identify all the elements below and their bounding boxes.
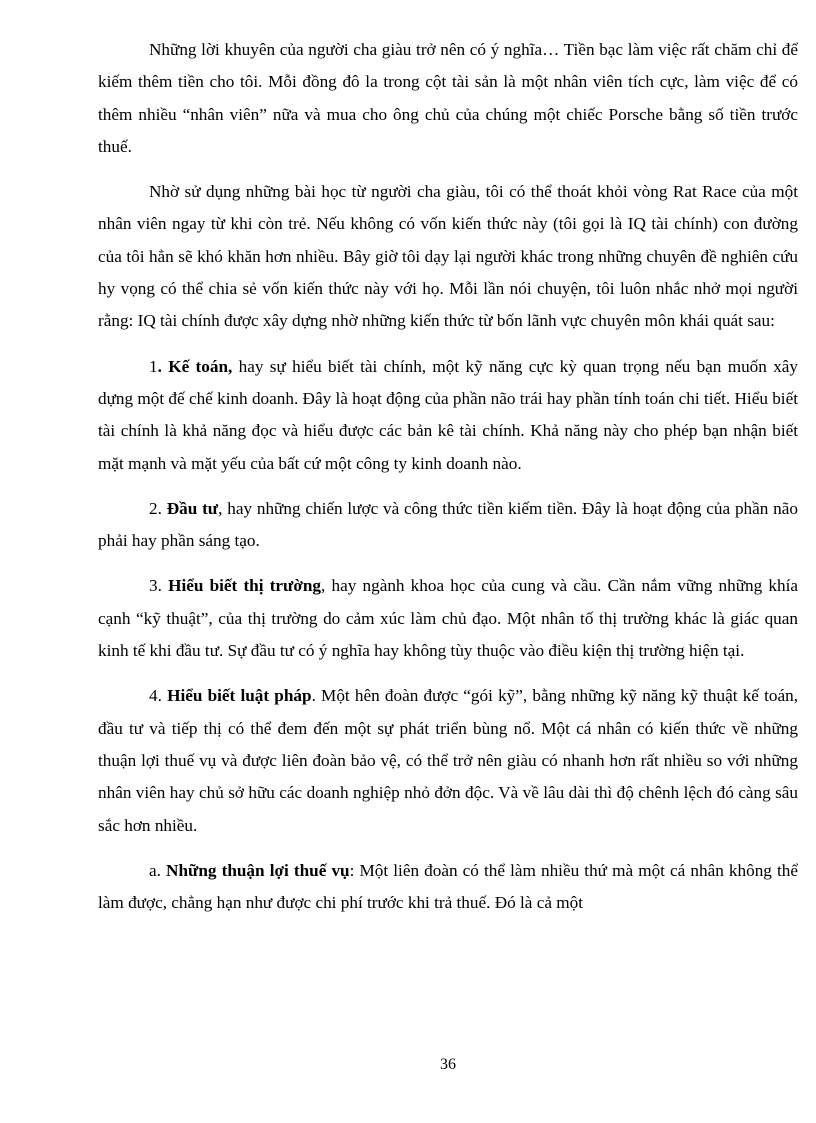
item-text: : Một liên đoàn có thể làm nhiều thứ mà một cá nhân không thể làm được, chẳng hạn như được chi phí trước khi trả thuế. Đó là cả một bbox=[98, 860, 799, 913]
paragraph-markets bbox=[98, 570, 798, 667]
item-number: 3. bbox=[149, 576, 169, 596]
item-number: 2. bbox=[149, 498, 167, 518]
item-text: , hay ngành khoa học của cung và cầu. Cần nắm vững những khía cạnh “kỹ thuật”, của thị trường do cảm xúc làm chủ đạo. Một nhân tố thị trường khác là giác quan kinh tế khi đầu tư. Sự đầu tư có ý nghĩa hay không tùy thuộc vào điều kiện thị trường hiện tại. bbox=[98, 576, 798, 661]
paragraph-accounting bbox=[98, 351, 798, 480]
item-heading: Những thuận lợi thuế vụ bbox=[166, 860, 350, 880]
item-heading: . Kế toán, bbox=[157, 356, 233, 376]
item-text: hay sự hiểu biết tài chính, một kỹ năng cực kỳ quan trọng nếu bạn muốn xây dựng một đế chế kinh doanh. Đây là hoạt động của phần não trái hay phần tính toán chi tiết. Hiểu biết tài chính là khả năng đọc và hiểu được các bản kê tài chính. Khả năng này cho phép bạn nhận biết mặt mạnh và mặt yếu của bất cứ một công ty kinh doanh nào. bbox=[98, 356, 799, 473]
paragraph-tax-advantages bbox=[98, 855, 798, 920]
item-number: 1 bbox=[149, 356, 158, 376]
page-number: 36 bbox=[440, 1056, 456, 1073]
item-heading: Đầu tư bbox=[166, 498, 219, 518]
item-text: , hay những chiến lược và công thức tiền kiếm tiền. Đây là hoạt động của phần não phải hay phần sáng tạo. bbox=[98, 498, 798, 551]
item-heading: Hiểu biết luật pháp bbox=[167, 686, 312, 706]
paragraph-2 bbox=[98, 176, 798, 337]
paragraph-1-text: Những lời khuyên của người cha giàu trở nên có ý nghĩa… Tiền bạc làm việc rất chăm chỉ để kiếm thêm tiền cho tôi. Mỗi đồng đô la trong cột tài sản là một nhân viên tích cực, làm việc để có thêm nhiều “nhân viên” nữa và mua cho ông chủ của chúng một chiếc Porsche bằng số tiền trước thuế. bbox=[98, 40, 798, 156]
paragraph-1 bbox=[98, 34, 798, 163]
item-text: . Một hên đoàn được “gói kỹ”, bằng những kỹ năng kỹ thuật kế toán, đầu tư và tiếp thị có thể đem đến một sự phát triển bùng nổ. Một cá nhân có kiến thức về những thuận lợi thuế vụ và được liên đoàn bảo vệ, có thể trở nên giàu có nhanh hơn rất nhiều so với những nhân viên hay chủ sở hữu các doanh nghiệp nhỏ đởn độc. Và về lâu dài thì độ chênh lệch đó càng sâu sắc hơn nhiều. bbox=[98, 686, 798, 835]
item-number: a. bbox=[149, 860, 167, 880]
paragraph-investing bbox=[98, 493, 798, 558]
paragraph-law bbox=[98, 680, 798, 841]
paragraph-2-text: Nhờ sử dụng những bài học từ người cha giàu, tôi có thể thoát khỏi vòng Rat Race của một nhân viên ngay từ khi còn trẻ. Nếu không có vốn kiến thức này (tôi gọi là IQ tài chính) con đường của tôi hẳn sẽ khó khăn hơn nhiều. Bây giờ tôi dạy lại người khác trong những chuyên đề nghiên cứu hy vọng có thể chia sẻ vốn kiến thức này với họ. Mỗi lần nói chuyện, tôi luôn nhắc nhở mọi người rằng: IQ tài chính được xây dựng nhờ những kiến thức từ bốn lãnh vực chuyên môn khái quát sau: bbox=[98, 182, 798, 331]
item-heading: Hiểu biết thị trường bbox=[168, 576, 322, 596]
item-number: 4. bbox=[149, 686, 168, 706]
document-body bbox=[98, 34, 798, 932]
